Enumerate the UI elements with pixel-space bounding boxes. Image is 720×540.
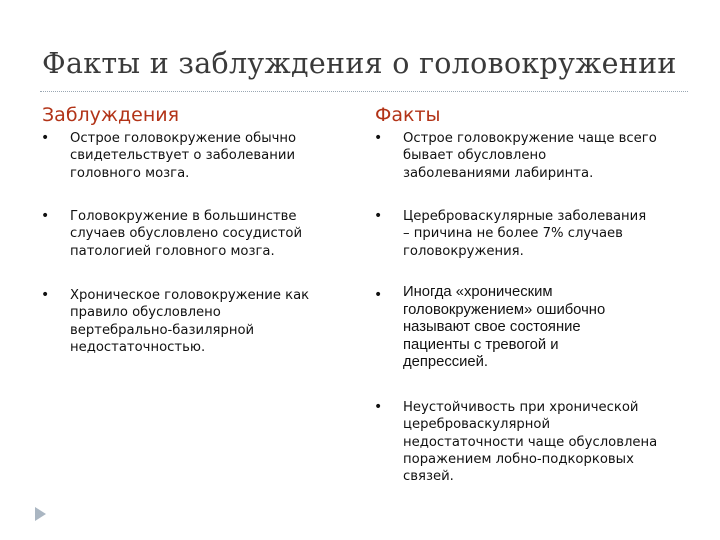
fact-text: Иногда «хроническим головокружением» ошибочно называют свое состояние пациенты с тревогой и депрессией. — [403, 284, 606, 370]
fact-text: Цереброваскулярные заболевания – причина не более 7% случаев головокружения. — [403, 209, 647, 259]
title-divider — [40, 91, 688, 92]
slide-title: Факты и заблуждения о головокружении — [42, 47, 677, 80]
misconception-text: Хроническое головокружение как правило обусловлено вертебрально-базилярной недостаточностью. — [70, 288, 310, 355]
bullet-icon: • — [41, 130, 50, 146]
bullet-icon: • — [41, 287, 50, 303]
fact-text: Острое головокружение чаще всего бывает обусловлено заболеваниями лабиринта. — [403, 131, 657, 181]
bullet-icon: • — [374, 130, 383, 146]
bullet-icon: • — [41, 208, 50, 224]
heading-facts: Факты — [375, 104, 441, 126]
bullet-icon: • — [374, 287, 383, 303]
heading-misconceptions: Заблуждения — [42, 104, 180, 126]
slide-arrow-icon — [35, 507, 46, 521]
misconception-text: Головокружение в большинстве случаев обусловлено сосудистой патологией головного мозга. — [70, 209, 303, 259]
misconception-text: Острое головокружение обычно свидетельствует о заболевании головного мозга. — [70, 131, 297, 181]
bullet-icon: • — [374, 208, 383, 224]
fact-text: Неустойчивость при хронической цереброваскулярной недостаточности чаще обусловлена поражением лобно-подкорковых связей. — [403, 400, 658, 485]
bullet-icon: • — [374, 399, 383, 415]
